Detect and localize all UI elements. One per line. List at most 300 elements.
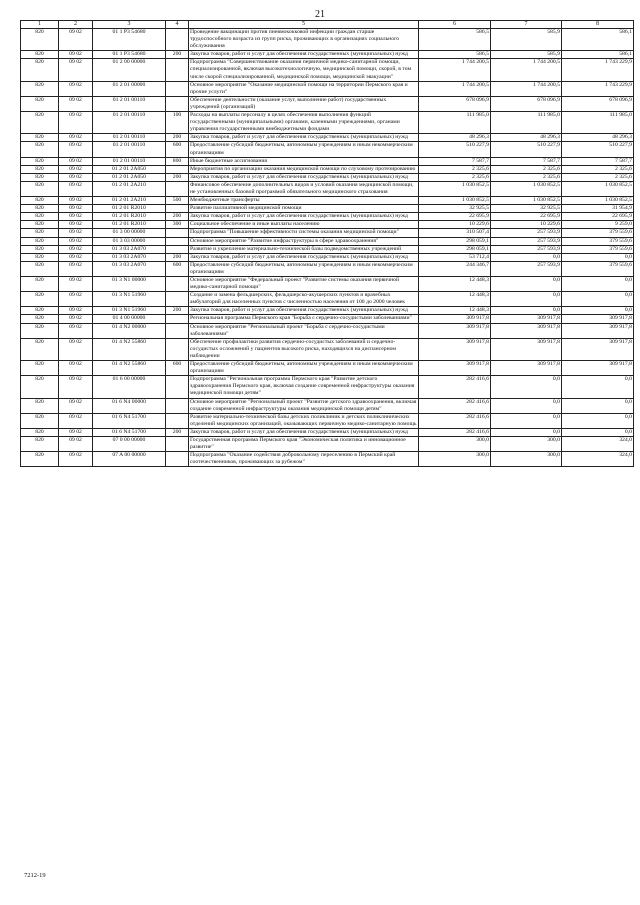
- amount-year3-cell: 309 917,8: [562, 338, 634, 360]
- table-row: [21, 292, 634, 307]
- item-name-cell: Развитие материально-технической базы детских поликлиник и детских поликлинических отделений медицинских организаций, оказывающих первичную медико-санитарную помощь: [189, 413, 419, 428]
- target-article-cell: 01 3 03 2A070: [93, 245, 166, 253]
- amount-year3-cell: 9 259,0: [562, 221, 634, 229]
- expense-type-cell: 200: [166, 428, 189, 436]
- amount-year1-cell: 282 416,6: [419, 428, 491, 436]
- amount-year1-cell: 244 346,7: [419, 261, 491, 276]
- table-row: [21, 221, 634, 229]
- amount-year2-cell: 309 917,8: [491, 315, 562, 323]
- amount-year3-cell: 379 559,6: [562, 229, 634, 237]
- amount-year2-cell: 7 587,7: [491, 157, 562, 165]
- target-article-cell: 01 2 01 2A050: [93, 173, 166, 181]
- expense-type-cell: [166, 229, 189, 237]
- item-name-cell: Расходы на выплаты персоналу в целях обеспечения выполнения функций государственными (муниципальными) органами, казенными учреждениями, органами управления государственными внебюджетными фондами: [189, 112, 419, 134]
- amount-year3-cell: 0,0: [562, 292, 634, 307]
- amount-year1-cell: 300,0: [419, 452, 491, 467]
- amount-year2-cell: 309 917,8: [491, 323, 562, 338]
- target-article-cell: 01 3 N1 00000: [93, 277, 166, 292]
- expense-type-cell: [166, 315, 189, 323]
- section-code-cell: 09 02: [59, 261, 93, 276]
- amount-year1-cell: 53 712,4: [419, 253, 491, 261]
- target-article-cell: 01 3 03 2A070: [93, 261, 166, 276]
- item-name-cell: Межбюджетные трансферты: [189, 197, 419, 205]
- column-header: 3: [93, 21, 166, 29]
- item-name-cell: Создание и замена фельдшерских, фельдшерско-акушерских пунктов и врачебных амбулаторий для населенных пунктов с численностью населения от 100 до 2000 человек: [189, 292, 419, 307]
- amount-year1-cell: 1 030 852,5: [419, 181, 491, 196]
- target-article-cell: 01 2 01 00000: [93, 81, 166, 96]
- section-code-cell: 09 02: [59, 96, 93, 111]
- target-article-cell: 01 2 01 00110: [93, 142, 166, 157]
- admin-code-cell: 820: [21, 398, 59, 413]
- amount-year2-cell: 678 096,9: [491, 96, 562, 111]
- expense-type-cell: [166, 277, 189, 292]
- expense-type-cell: [166, 165, 189, 173]
- admin-code-cell: 820: [21, 292, 59, 307]
- page-number: 21: [315, 9, 325, 20]
- section-code-cell: 09 02: [59, 205, 93, 213]
- amount-year3-cell: 1 030 852,5: [562, 197, 634, 205]
- section-code-cell: 09 02: [59, 253, 93, 261]
- expense-type-cell: [166, 237, 189, 245]
- section-code-cell: 09 02: [59, 142, 93, 157]
- admin-code-cell: 820: [21, 181, 59, 196]
- target-article-cell: 01 1 P3 54680: [93, 29, 166, 51]
- expense-type-cell: 600: [166, 361, 189, 376]
- admin-code-cell: 820: [21, 197, 59, 205]
- column-header: 6: [419, 21, 491, 29]
- amount-year2-cell: 0,0: [491, 253, 562, 261]
- table-row: [21, 59, 634, 81]
- table-row: [21, 237, 634, 245]
- table-row: [21, 428, 634, 436]
- amount-year1-cell: 1 030 852,5: [419, 197, 491, 205]
- item-name-cell: Основное мероприятие "Региональный проект "Развитие детского здравоохранения, включая создание современной инфраструктуры оказания медицинской помощи детям": [189, 398, 419, 413]
- amount-year1-cell: 309 917,8: [419, 338, 491, 360]
- item-name-cell: Основное мероприятие "Региональный проект "Борьба с сердечно-сосудистыми заболеваниями": [189, 323, 419, 338]
- amount-year3-cell: 678 096,9: [562, 96, 634, 111]
- amount-year3-cell: 309 917,8: [562, 361, 634, 376]
- amount-year2-cell: 0,0: [491, 307, 562, 315]
- section-code-cell: 09 02: [59, 376, 93, 398]
- expense-type-cell: [166, 323, 189, 338]
- table-row: [21, 413, 634, 428]
- table-row: [21, 307, 634, 315]
- admin-code-cell: 820: [21, 81, 59, 96]
- section-code-cell: 09 02: [59, 361, 93, 376]
- item-name-cell: Закупка товаров, работ и услуг для обеспечения государственных (муниципальных) нужд: [189, 51, 419, 59]
- item-name-cell: Закупка товаров, работ и услуг для обеспечения государственных (муниципальных) нужд: [189, 134, 419, 142]
- section-code-cell: 09 02: [59, 229, 93, 237]
- expense-type-cell: 100: [166, 112, 189, 134]
- amount-year2-cell: 2 325,6: [491, 165, 562, 173]
- item-name-cell: Основное мероприятие "Оказание медицинской помощи на территории Пермского края и прочие услуги": [189, 81, 419, 96]
- item-name-cell: Предоставление субсидий бюджетным, автономным учреждениям и иным некоммерческим организациям: [189, 361, 419, 376]
- amount-year1-cell: 282 416,6: [419, 413, 491, 428]
- expense-type-cell: [166, 245, 189, 253]
- amount-year1-cell: 282 416,6: [419, 398, 491, 413]
- admin-code-cell: 820: [21, 338, 59, 360]
- column-header: 8: [562, 21, 634, 29]
- column-header: 4: [166, 21, 189, 29]
- target-article-cell: 01 6 00 00000: [93, 376, 166, 398]
- amount-year3-cell: 379 559,6: [562, 261, 634, 276]
- amount-year1-cell: 510 227,9: [419, 142, 491, 157]
- amount-year2-cell: 2 325,6: [491, 173, 562, 181]
- amount-year2-cell: 1 030 852,5: [491, 181, 562, 196]
- section-code-cell: 09 02: [59, 157, 93, 165]
- amount-year3-cell: 309 917,8: [562, 315, 634, 323]
- item-name-cell: Предоставление субсидий бюджетным, автономным учреждениям и иным некоммерческим организациям: [189, 261, 419, 276]
- section-code-cell: 09 02: [59, 197, 93, 205]
- admin-code-cell: 820: [21, 428, 59, 436]
- target-article-cell: 01 3 03 2A070: [93, 253, 166, 261]
- admin-code-cell: 820: [21, 142, 59, 157]
- item-name-cell: Социальное обеспечение и иные выплаты населению: [189, 221, 419, 229]
- table-row: [21, 205, 634, 213]
- item-name-cell: Мероприятия по организации оказания медицинской помощи по слуховому протезированию: [189, 165, 419, 173]
- expense-type-cell: 800: [166, 157, 189, 165]
- target-article-cell: 01 2 01 00110: [93, 112, 166, 134]
- amount-year2-cell: 585,9: [491, 51, 562, 59]
- table-row: [21, 173, 634, 181]
- target-article-cell: 01 4 00 00000: [93, 315, 166, 323]
- amount-year3-cell: 22 695,9: [562, 213, 634, 221]
- amount-year3-cell: 7 587,7: [562, 157, 634, 165]
- item-name-cell: Государственная программа Пермского края "Экономическая политика и инновационное развитие": [189, 436, 419, 451]
- item-name-cell: Финансовое обеспечение дополнительных видов и условий оказания медицинской помощи, не установленных базовой программой обязательного медицинского страхования: [189, 181, 419, 196]
- amount-year2-cell: 0,0: [491, 292, 562, 307]
- amount-year2-cell: 0,0: [491, 376, 562, 398]
- section-code-cell: 09 02: [59, 452, 93, 467]
- table-row: [21, 315, 634, 323]
- table-row: [21, 29, 634, 51]
- admin-code-cell: 820: [21, 96, 59, 111]
- amount-year2-cell: 257 593,9: [491, 245, 562, 253]
- target-article-cell: 01 2 01 R2010: [93, 205, 166, 213]
- table-row: [21, 398, 634, 413]
- amount-year3-cell: 0,0: [562, 413, 634, 428]
- amount-year2-cell: 585,9: [491, 29, 562, 51]
- amount-year1-cell: 12 448,3: [419, 277, 491, 292]
- amount-year3-cell: 0,0: [562, 428, 634, 436]
- item-name-cell: Подпрограмма "Региональная программа Пермского края "Развитие детского здравоохранения Пермского края, включая создание современной инфраструктуры оказания медицинской помощи детям": [189, 376, 419, 398]
- amount-year2-cell: 0,0: [491, 413, 562, 428]
- item-name-cell: Подпрограмма "Повышение эффективности системы оказания медицинской помощи": [189, 229, 419, 237]
- item-name-cell: Обеспечение деятельности (оказание услуг, выполнение работ) государственных учреждений (организаций): [189, 96, 419, 111]
- target-article-cell: 07 A 00 00000: [93, 452, 166, 467]
- table-row: [21, 213, 634, 221]
- amount-year2-cell: 1 744 200,5: [491, 81, 562, 96]
- expense-type-cell: [166, 398, 189, 413]
- admin-code-cell: 820: [21, 165, 59, 173]
- budget-table: [20, 20, 634, 467]
- section-code-cell: 09 02: [59, 81, 93, 96]
- admin-code-cell: 820: [21, 213, 59, 221]
- section-code-cell: 09 02: [59, 237, 93, 245]
- expense-type-cell: [166, 452, 189, 467]
- table-row: [21, 157, 634, 165]
- section-code-cell: 09 02: [59, 134, 93, 142]
- expense-type-cell: [166, 181, 189, 196]
- admin-code-cell: 820: [21, 413, 59, 428]
- expense-type-cell: 500: [166, 197, 189, 205]
- amount-year2-cell: 309 917,8: [491, 338, 562, 360]
- amount-year3-cell: 1 030 852,5: [562, 181, 634, 196]
- expense-type-cell: [166, 292, 189, 307]
- amount-year1-cell: 298 059,1: [419, 237, 491, 245]
- admin-code-cell: 820: [21, 237, 59, 245]
- footer-code: 7212-19: [24, 872, 46, 879]
- amount-year2-cell: 257 593,9: [491, 261, 562, 276]
- expense-type-cell: 300: [166, 221, 189, 229]
- amount-year2-cell: 111 985,0: [491, 112, 562, 134]
- target-article-cell: 01 2 01 R2010: [93, 221, 166, 229]
- amount-year3-cell: 379 559,6: [562, 237, 634, 245]
- section-code-cell: 09 02: [59, 398, 93, 413]
- amount-year3-cell: 510 227,9: [562, 142, 634, 157]
- expense-type-cell: 200: [166, 51, 189, 59]
- section-code-cell: 09 02: [59, 165, 93, 173]
- section-code-cell: 09 02: [59, 221, 93, 229]
- item-name-cell: Основное мероприятие "Развитие инфраструктуры в сфере здравоохранения": [189, 237, 419, 245]
- section-code-cell: 09 02: [59, 245, 93, 253]
- amount-year3-cell: 324,0: [562, 452, 634, 467]
- target-article-cell: 01 2 01 R2010: [93, 213, 166, 221]
- item-name-cell: Подпрограмма "Совершенствование оказания первичной медико-санитарной помощи, специализированной, включая высокотехнологичную, медицинской помощи, скорой, в том числе скорой специализированной, медицинской помощи, медицинской эвакуации": [189, 59, 419, 81]
- admin-code-cell: 820: [21, 157, 59, 165]
- amount-year3-cell: 48 296,3: [562, 134, 634, 142]
- table-row: [21, 452, 634, 467]
- amount-year3-cell: 586,1: [562, 29, 634, 51]
- section-code-cell: 09 02: [59, 436, 93, 451]
- section-code-cell: 09 02: [59, 315, 93, 323]
- amount-year3-cell: 111 985,0: [562, 112, 634, 134]
- amount-year2-cell: 257 593,9: [491, 229, 562, 237]
- admin-code-cell: 820: [21, 173, 59, 181]
- item-name-cell: Основное мероприятие "Федеральный проект "Развитие системы оказания первичной медико-санитарной помощи": [189, 277, 419, 292]
- amount-year3-cell: 2 325,6: [562, 173, 634, 181]
- amount-year2-cell: 257 593,9: [491, 237, 562, 245]
- amount-year2-cell: 0,0: [491, 277, 562, 292]
- item-name-cell: Развитие паллиативной медицинской помощи: [189, 205, 419, 213]
- amount-year3-cell: 1 743 229,9: [562, 59, 634, 81]
- admin-code-cell: 820: [21, 51, 59, 59]
- amount-year3-cell: 0,0: [562, 398, 634, 413]
- admin-code-cell: 820: [21, 436, 59, 451]
- amount-year1-cell: 586,5: [419, 51, 491, 59]
- table-row: [21, 165, 634, 173]
- target-article-cell: 01 3 00 00000: [93, 229, 166, 237]
- amount-year2-cell: 0,0: [491, 428, 562, 436]
- target-article-cell: 01 1 P3 54680: [93, 51, 166, 59]
- amount-year1-cell: 48 296,3: [419, 134, 491, 142]
- expense-type-cell: [166, 376, 189, 398]
- section-code-cell: 09 02: [59, 338, 93, 360]
- amount-year1-cell: 2 325,6: [419, 165, 491, 173]
- amount-year1-cell: 111 985,0: [419, 112, 491, 134]
- section-code-cell: 09 02: [59, 307, 93, 315]
- amount-year3-cell: 0,0: [562, 277, 634, 292]
- amount-year3-cell: 0,0: [562, 376, 634, 398]
- section-code-cell: 09 02: [59, 213, 93, 221]
- target-article-cell: 01 4 N2 55860: [93, 361, 166, 376]
- amount-year1-cell: 22 695,9: [419, 213, 491, 221]
- expense-type-cell: 200: [166, 307, 189, 315]
- table-row: [21, 96, 634, 111]
- item-name-cell: Проведение вакцинации против пневмококковой инфекции граждан старше трудоспособного возраста из групп риска, проживающих в организациях социального обслуживания: [189, 29, 419, 51]
- amount-year1-cell: 678 096,9: [419, 96, 491, 111]
- table-row: [21, 134, 634, 142]
- amount-year3-cell: 586,1: [562, 51, 634, 59]
- table-row: [21, 112, 634, 134]
- column-header: 5: [189, 21, 419, 29]
- table-row: [21, 361, 634, 376]
- target-article-cell: 01 2 01 00110: [93, 134, 166, 142]
- amount-year1-cell: 32 925,5: [419, 205, 491, 213]
- table-row: [21, 436, 634, 451]
- amount-year2-cell: 300,0: [491, 436, 562, 451]
- target-article-cell: 01 2 01 00110: [93, 96, 166, 111]
- table-row: [21, 376, 634, 398]
- section-code-cell: 09 02: [59, 112, 93, 134]
- admin-code-cell: 820: [21, 307, 59, 315]
- section-code-cell: 09 02: [59, 413, 93, 428]
- section-code-cell: 09 02: [59, 428, 93, 436]
- amount-year2-cell: 22 695,9: [491, 213, 562, 221]
- amount-year1-cell: 298 059,1: [419, 245, 491, 253]
- amount-year1-cell: 7 587,7: [419, 157, 491, 165]
- section-code-cell: 09 02: [59, 59, 93, 81]
- target-article-cell: 01 6 N4 51700: [93, 413, 166, 428]
- section-code-cell: 09 02: [59, 292, 93, 307]
- admin-code-cell: 820: [21, 277, 59, 292]
- item-name-cell: Закупка товаров, работ и услуг для обеспечения государственных (муниципальных) нужд: [189, 428, 419, 436]
- target-article-cell: 01 3 N1 51960: [93, 292, 166, 307]
- admin-code-cell: 820: [21, 29, 59, 51]
- expense-type-cell: [166, 96, 189, 111]
- expense-type-cell: [166, 81, 189, 96]
- table-header-row: [21, 21, 634, 29]
- expense-type-cell: 600: [166, 261, 189, 276]
- amount-year1-cell: 12 448,3: [419, 292, 491, 307]
- amount-year1-cell: 12 448,3: [419, 307, 491, 315]
- item-name-cell: Развитие и укрепление материально-технической базы подведомственных учреждений: [189, 245, 419, 253]
- section-code-cell: 09 02: [59, 51, 93, 59]
- amount-year2-cell: 10 229,6: [491, 221, 562, 229]
- expense-type-cell: 200: [166, 253, 189, 261]
- admin-code-cell: 820: [21, 253, 59, 261]
- item-name-cell: Иные бюджетные ассигнования: [189, 157, 419, 165]
- amount-year3-cell: 0,0: [562, 307, 634, 315]
- target-article-cell: 01 3 03 00000: [93, 237, 166, 245]
- table-row: [21, 261, 634, 276]
- table-row: [21, 51, 634, 59]
- target-article-cell: 01 2 01 2A210: [93, 197, 166, 205]
- section-code-cell: 09 02: [59, 181, 93, 196]
- section-code-cell: 09 02: [59, 29, 93, 51]
- admin-code-cell: 820: [21, 245, 59, 253]
- section-code-cell: 09 02: [59, 277, 93, 292]
- section-code-cell: 09 02: [59, 323, 93, 338]
- table-row: [21, 338, 634, 360]
- amount-year1-cell: 282 416,6: [419, 376, 491, 398]
- target-article-cell: 01 4 N2 00000: [93, 323, 166, 338]
- admin-code-cell: 820: [21, 361, 59, 376]
- item-name-cell: Региональная программа Пермского края "Борьба с сердечно-сосудистыми заболеваниями": [189, 315, 419, 323]
- table-row: [21, 245, 634, 253]
- admin-code-cell: 820: [21, 134, 59, 142]
- table-row: [21, 323, 634, 338]
- column-header: 7: [491, 21, 562, 29]
- table-row: [21, 142, 634, 157]
- target-article-cell: 01 2 01 2A050: [93, 165, 166, 173]
- admin-code-cell: 820: [21, 221, 59, 229]
- admin-code-cell: 820: [21, 315, 59, 323]
- column-header: 2: [59, 21, 93, 29]
- expense-type-cell: [166, 436, 189, 451]
- item-name-cell: Подпрограмма "Оказание содействия добровольному переселению в Пермский край соотечественников, проживающих за рубежом": [189, 452, 419, 467]
- amount-year3-cell: 1 743 229,9: [562, 81, 634, 96]
- expense-type-cell: 200: [166, 213, 189, 221]
- amount-year1-cell: 309 917,8: [419, 361, 491, 376]
- admin-code-cell: 820: [21, 229, 59, 237]
- amount-year1-cell: 10 229,6: [419, 221, 491, 229]
- amount-year2-cell: 1 744 200,5: [491, 59, 562, 81]
- target-article-cell: 01 2 00 00000: [93, 59, 166, 81]
- expense-type-cell: [166, 413, 189, 428]
- item-name-cell: Закупка товаров, работ и услуг для обеспечения государственных (муниципальных) нужд: [189, 253, 419, 261]
- amount-year1-cell: 586,5: [419, 29, 491, 51]
- admin-code-cell: 820: [21, 112, 59, 134]
- amount-year1-cell: 1 744 200,5: [419, 59, 491, 81]
- amount-year1-cell: 1 744 200,5: [419, 81, 491, 96]
- admin-code-cell: 820: [21, 261, 59, 276]
- amount-year2-cell: 309 917,8: [491, 361, 562, 376]
- table-row: [21, 229, 634, 237]
- expense-type-cell: [166, 59, 189, 81]
- amount-year3-cell: 379 559,6: [562, 245, 634, 253]
- target-article-cell: 01 6 N4 51700: [93, 428, 166, 436]
- target-article-cell: 01 3 N1 51960: [93, 307, 166, 315]
- item-name-cell: Закупка товаров, работ и услуг для обеспечения государственных (муниципальных) нужд: [189, 213, 419, 221]
- column-header: 1: [21, 21, 59, 29]
- section-code-cell: 09 02: [59, 173, 93, 181]
- admin-code-cell: 820: [21, 323, 59, 338]
- amount-year1-cell: 310 507,4: [419, 229, 491, 237]
- admin-code-cell: 820: [21, 205, 59, 213]
- table-row: [21, 81, 634, 96]
- amount-year1-cell: 309 917,8: [419, 315, 491, 323]
- table-row: [21, 181, 634, 196]
- expense-type-cell: [166, 205, 189, 213]
- amount-year2-cell: 0,0: [491, 398, 562, 413]
- expense-type-cell: 200: [166, 173, 189, 181]
- expense-type-cell: 200: [166, 134, 189, 142]
- amount-year1-cell: 300,0: [419, 436, 491, 451]
- item-name-cell: Закупка товаров, работ и услуг для обеспечения государственных (муниципальных) нужд: [189, 307, 419, 315]
- item-name-cell: Обеспечение профилактики развития сердечно-сосудистых заболеваний и сердечно-сосудистых осложнений у пациентов высокого риска, находящихся на диспансерном наблюдении: [189, 338, 419, 360]
- table-row: [21, 197, 634, 205]
- target-article-cell: 01 2 01 00110: [93, 157, 166, 165]
- amount-year3-cell: 31 954,9: [562, 205, 634, 213]
- expense-type-cell: [166, 338, 189, 360]
- admin-code-cell: 820: [21, 452, 59, 467]
- amount-year1-cell: 309 917,8: [419, 323, 491, 338]
- expense-type-cell: [166, 29, 189, 51]
- amount-year3-cell: 324,0: [562, 436, 634, 451]
- amount-year2-cell: 510 227,9: [491, 142, 562, 157]
- amount-year3-cell: 0,0: [562, 253, 634, 261]
